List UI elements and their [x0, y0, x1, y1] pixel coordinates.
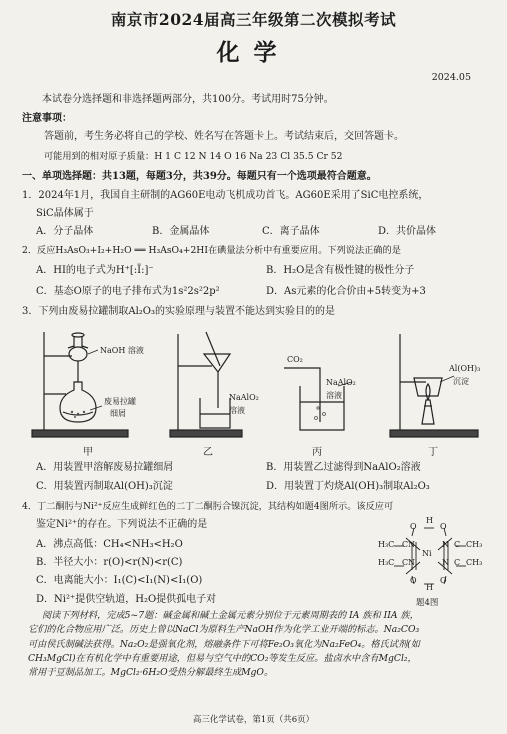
struct-methyl-3: CH₃ — [466, 540, 483, 549]
label-co2: CO₂ — [287, 355, 303, 364]
q4-option-d: D．Ni²⁺提供空轨道，H₂O提供孤电子对 — [36, 594, 217, 605]
section-heading: 一、单项选择题：共13题，每题3分，共39分。每题只有一个选项最符合题意。 — [22, 171, 377, 182]
q4-stem-1: 4．丁二酮肟与Ni²⁺反应生成鲜红色的二丁二酮肟合镍沉淀，其结构如题4图所示。该反应可 — [22, 501, 394, 512]
label-aloh-1: Al(OH)₃ — [449, 364, 481, 373]
struct-methyl-2: H₃C — [378, 558, 395, 567]
subject-title: 化学 — [216, 39, 291, 66]
struct-c-3: C — [454, 540, 461, 549]
exam-title: 南京市2024届高三年级第二次模拟考试 — [110, 10, 397, 29]
struct-n-3: N — [408, 558, 415, 567]
caption-bing: 丙 — [312, 447, 322, 458]
struct-n-2: N — [442, 540, 449, 549]
reading-line-1: 阅读下列材料，完成5~7题：碱金属和碱土金属元素分别位于元素周期表的 IA 族和 IIA 族， — [42, 610, 419, 621]
caption-yi: 乙 — [203, 447, 213, 458]
struct-methyl-4: CH₃ — [466, 558, 483, 567]
q1-option-b: B．金属晶体 — [152, 226, 210, 237]
struct-ni: Ni — [422, 549, 432, 558]
label-naalo2-b-2: 溶液 — [229, 406, 245, 415]
apparatus-jia — [30, 326, 140, 444]
q4-option-c: C．电离能大小：I₁(C)<I₁(N)<I₁(O) — [36, 575, 203, 586]
struct-h-top: H — [426, 516, 433, 525]
struct-o-4: O — [440, 576, 447, 585]
label-naalo2-c-1: NaAlO₂ — [326, 378, 356, 387]
q1-option-a: A．分子晶体 — [36, 226, 94, 237]
q3-option-d: D．用装置丁灼烧Al(OH)₃制取Al₂O₃ — [266, 481, 430, 492]
apparatus-yi — [168, 326, 248, 444]
caption-ding: 丁 — [428, 447, 438, 458]
struct-n-1: N — [408, 540, 415, 549]
q3-option-b: B．用装置乙过滤得到NaAlO₂溶液 — [266, 462, 421, 473]
q1-stem-2: SiC晶体属于 — [36, 208, 94, 219]
label-naalo2-b-1: NaAlO₂ — [229, 393, 259, 402]
label-naalo2-c-2: 溶液 — [326, 391, 342, 400]
struct-c-2: C — [402, 558, 409, 567]
q3-stem: 3．下列由废易拉罐制取Al₂O₃的实验原理与装置不能达到实验目的的是 — [22, 306, 335, 317]
q2-option-c: C．基态O原子的电子排布式为1s²2s²2p² — [36, 286, 220, 297]
struct-c-4: C — [454, 558, 461, 567]
q1-option-c: C．离子晶体 — [262, 226, 320, 237]
label-can-1: 废易拉罐 — [104, 397, 136, 406]
struct-c-1: C — [402, 540, 409, 549]
q3-option-a: A．用装置甲溶解废易拉罐细屑 — [36, 462, 174, 473]
intro-text: 本试卷分选择题和非选择题两部分，共100分。考试用时75分钟。 — [42, 94, 334, 105]
struct-n-4: N — [442, 558, 449, 567]
q2-option-d: D．As元素的化合价由+5转变为+3 — [266, 286, 426, 297]
label-can-2: 细屑 — [110, 409, 126, 418]
q4-option-b: B．半径大小：r(O)<r(N)<r(C) — [36, 557, 183, 568]
q1-option-d: D．共价晶体 — [378, 226, 437, 237]
struct-methyl-1: H₃C — [378, 540, 395, 549]
reading-line-4: CH₃MgCl)在有机化学中有重要用途，但易与空气中的CO₂等发生反应。盐卤水中含有MgCl₂， — [28, 652, 417, 664]
q1-stem-1: 1．2024年1月，我国自主研制的AG60E电动飞机成功首飞。AG60E采用了SiC电控系统， — [22, 190, 429, 201]
struct-h-bottom: H — [426, 583, 433, 592]
page-footer: 高三化学试卷，第1页（共6页） — [192, 715, 315, 725]
label-naoh: NaOH 溶液 — [100, 346, 144, 355]
reading-line-2: 它们的化合物应用广泛。历史上曾以NaCl为原料生产NaOH作为化学工业开端的标志。Na₂CO₃ — [28, 624, 420, 636]
figure-caption: 题4图 — [416, 598, 439, 608]
notice-heading: 注意事项： — [22, 113, 72, 124]
caption-jia: 甲 — [83, 447, 93, 458]
label-aloh-2: 沉淀 — [453, 377, 469, 386]
struct-o-2: O — [440, 522, 447, 531]
exam-date: 2024.05 — [431, 72, 471, 83]
struct-o-1: O — [410, 522, 417, 531]
q2-stem: 2．反应H₃AsO₃+I₂+H₂O ══ H₃AsO₄+2HI在碘量法分析中有重要应用。下列说法正确的是 — [22, 245, 401, 256]
struct-o-3: O — [410, 576, 417, 585]
q2-option-b: B．H₂O是含有极性键的极性分子 — [266, 265, 415, 276]
q3-option-c: C．用装置丙制取Al(OH)₃沉淀 — [36, 481, 173, 492]
reading-line-5: 常用于豆制品加工。MgCl₂·6H₂O受热分解最终生成MgO。 — [28, 667, 274, 679]
q4-option-a: A．沸点高低：CH₄<NH₃<H₂O — [36, 539, 183, 550]
reading-material — [28, 609, 483, 680]
reading-line-3: 可由侯氏制碱法获得。Na₂O₂是强氧化剂，熔融条件下可将Fe₂O₃氧化为Na₂FeO₄。格氏试剂(如 — [28, 638, 420, 650]
q2-option-a: A．HI的电子式为H⁺[:Ï:]⁻ — [36, 265, 154, 276]
atomic-masses: 可能用到的相对原子质量：H 1 C 12 N 14 O 16 Na 23 Cl 35.5 Cr 52 — [44, 151, 343, 162]
notice-line-1: 答题前，考生务必将自己的学校、姓名写在答题卡上。考试结束后，交回答题卡。 — [44, 131, 404, 142]
q4-stem-2: 鉴定Ni²⁺的存在。下列说法不正确的是 — [36, 519, 208, 530]
apparatus-ding — [388, 326, 488, 444]
